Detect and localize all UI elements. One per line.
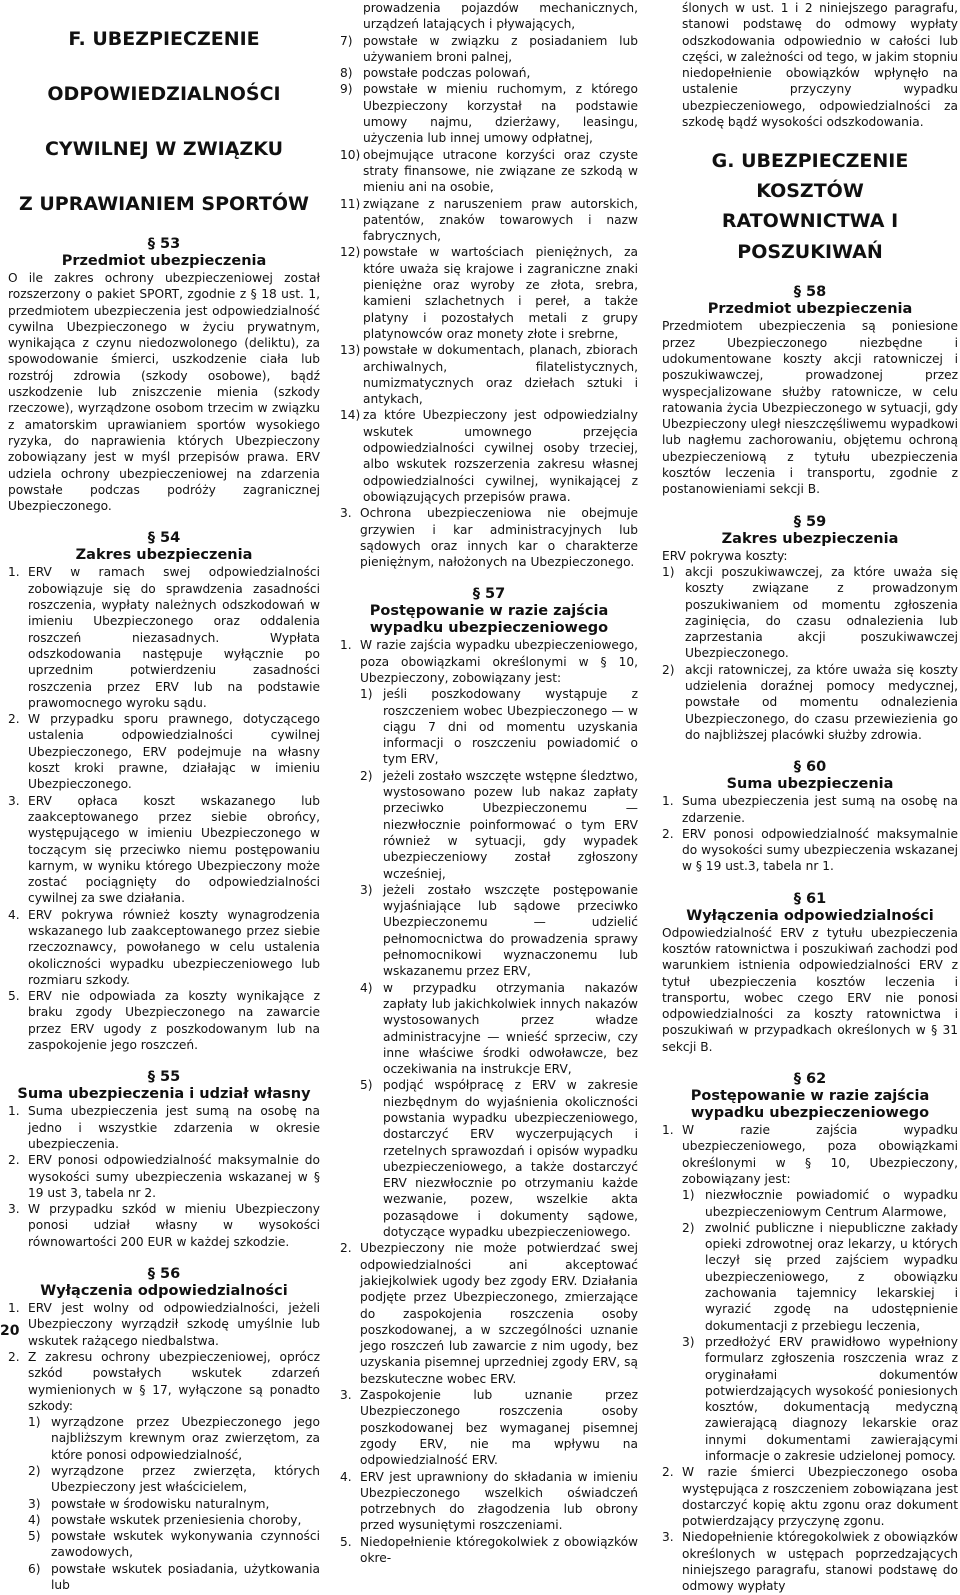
section-f-title-line-4: Z UPRAWIANIEM SPORTÓW <box>18 193 310 215</box>
para-56-title: Wyłączenia odpowiedzialności <box>40 1283 288 1300</box>
section-f-title-line-3: CYWILNEJ W ZWIĄZKU <box>44 138 284 160</box>
sub-item: 3) jeżeli zostało wszczęte postępowanie wyjaśniające lub sądowe przeciwko Ubezpieczonemu — udzielić pełnomocnictwa do prowadzenia sprawy pełnomocnikowi wyznaczonemu lub wskazanemu przez ERV, <box>360 882 638 979</box>
list-item: 1. Suma ubezpieczenia jest sumą na osobę na jedno i wszystkie zdarzenia w okresie ubezpieczenia. <box>8 1104 320 1151</box>
list-item: 2. W razie śmierci Ubezpieczonego osoba występująca z roszczeniem zobowiązana jest dostarczyć kopię aktu zgonu oraz dokument potwierdzający przyczynę zgonu. <box>662 1465 958 1529</box>
sub-item: 1) wyrządzone przez Ubezpieczonego jego najbliższym krewnym oraz zwierzętom, za które ponosi odpowiedzialność, <box>28 1415 320 1462</box>
list-item: 2. Z zakresu ochrony ubezpieczeniowej, oprócz szkód powstałych wskutek zdarzeń wymienionych w § 17, wyłączone są ponadto szkody: <box>8 1349 320 1413</box>
list-item: 4. ERV pokrywa również koszty wynagrodzenia wskazanego lub zaakceptowanego przez siebie rzeczoznawcy, powołanego w celu ustalenia okoliczności wypadku ubezpieczeniowego lub rozmiaru szkody. <box>8 907 320 987</box>
sub-item: 1) akcji poszukiwawczej, za które uważa się koszty związane z prowadzonym poszukiwaniem od momentu zgłoszenia zaginięcia, do czasu odnalezienia lub zaprzestania akcji poszukiwawczej Ubezpieczonego. <box>662 564 958 661</box>
sub-item: 8) powstałe podczas polowań, <box>340 66 531 81</box>
para-61-text: Odpowiedzialność ERV z tytułu ubezpieczenia kosztów ratownictwa i poszukiwań zachodzi pod warunkiem istnienia odpowiedzialności ERV z tytuł ubezpieczenia kosztów leczenia i transportu, wobec czego ERV nie ponosi odpowiedzialności za koszty ratownictwa i poszukiwań w przypadkach określonych w § 31 sekcji B. <box>662 925 958 1054</box>
list-item: 1. Suma ubezpieczenia jest sumą na osobę na zdarzenie. <box>662 794 958 825</box>
list-item: 1. W razie zajścia wypadku ubezpieczeniowego, poza obowiązkami określonymi w § 10, Ubezpieczony, zobowiązany jest: <box>662 1123 958 1186</box>
sub-item: 9) powstałe w mieniu ruchomym, z którego Ubezpieczony korzystał na podstawie umowy najmu, dzierżawy, leasingu, użyczenia lub innej umowy odpłatnej, <box>340 82 638 146</box>
list-item: 3. W przypadku szkód w mieniu Ubezpieczony ponosi udział własny w wysokości równowartości 200 EUR w każdej szkodzie. <box>8 1202 320 1249</box>
para-60-number: § 60 <box>793 759 827 776</box>
list-item: 1. ERV jest wolny od odpowiedzialności, jeżeli Ubezpieczony wyrządził szkodę umyślnie lub wskutek rażącego niedbalstwa. <box>8 1301 320 1348</box>
para-55-title: Suma ubezpieczenia i udział własny <box>17 1086 311 1103</box>
para-53-text: O ile zakres ochrony ubezpieczeniowej został rozszerzony o pakiet SPORT, zgodnie z § 18 ust. 1, przedmiotem ubezpieczenia jest odpowiedzialność cywilna Ubezpieczonego w życiu prywatnym, wynikająca z czynu niedozwolonego (deliktu), za spowodowanie śmierci, uszkodzenie ciała lub rozstrój zdrowia (szkody osobowe), bądź uszkodzenie lub zniszczenie mienia (szkody rzeczowe), wyrządzone osobom trzecim w związku z amatorskim uprawianiem sportów wysokiego ryzyka, do naprawienia których Ubezpieczony zobowiązany jest w myśl przepisów prawa. ERV udziela ochrony ubezpieczeniowej na zdarzenia powstałe podczas podróży zagranicznej Ubezpieczonego. <box>8 271 320 514</box>
para-59-number: § 59 <box>793 513 827 530</box>
para-61-title: Wyłączenia odpowiedzialności <box>686 907 934 924</box>
sub-item: 7) powstałe w związku z posiadaniem lub używaniem broni palnej, <box>340 33 638 64</box>
section-f-title-line-1: F. UBEZPIECZENIE <box>68 28 260 50</box>
list-item: 5. ERV nie odpowiada za koszty wynikające z braku zgody Ubezpieczonego na zawarcie przez ERV ugody z poszkodowanym lub na zaspokojenie jego roszczeń. <box>8 989 320 1053</box>
sub-item: 1) jeśli poszkodowany wystąpuje z roszczeniem wobec Ubezpieczonego — w ciągu 7 dni od momentu uzyskania informacji o roszczeniu powiadomić o tym ERV, <box>360 687 638 767</box>
para-54-title: Zakres ubezpieczenia <box>75 547 253 564</box>
section-g-title-line-1: G. UBEZPIECZENIE KOSZTÓW <box>711 150 909 203</box>
list-item: 2. Ubezpieczony nie może potwierdzać swej odpowiedzialności ani akceptować jakiejkolwiek ugody bez zgody ERV. Działania podjęte przez Ubezpieczonego, zmierzające do zaspokojenia roszczenia osoby poszkodowanej, a w szczególności uznanie jego roszczeń lub zawarcie z nim ugody, bez uzyskania pisemnej uprzedniej zgody ERV, są bezskuteczne wobec ERV. <box>340 1241 638 1386</box>
sub-item: 4) powstałe wskutek przeniesienia choroby, <box>28 1512 302 1527</box>
sub-item: 1) niezwłocznie powiadomić o wypadku ubezpieczeniowym Centrum Alarmowe, <box>682 1188 958 1219</box>
sub-item: 3) przedłożyć ERV prawidłowo wypełniony formularz zgłoszenia roszczenia wraz z oryginałami dokumentów potwierdzających wysokość poniesionych kosztów, dokumentacją medyczną zawierającą diagnozy lekarskie oraz innymi dokumentami zawierającymi informacje o zakresie udzielonej pomocy. <box>682 1334 958 1463</box>
continued-text: prowadzenia pojazdów mechanicznych, urządzeń latających i pływających, <box>363 1 638 32</box>
para-55-number: § 55 <box>147 1069 181 1086</box>
list-item: 3. Ochrona ubezpieczeniowa nie obejmuje grzywien i kar administracyjnych lub sądowych oraz innych kar o charakterze pieniężnym, nałożonych na Ubezpieczonego. <box>340 506 638 570</box>
list-item: 1. W razie zajścia wypadku ubezpieczeniowego, poza obowiązkami określonymi w § 10, Ubezpieczony, zobowiązany jest: <box>340 638 638 685</box>
sub-item: 2) jeżeli zostało wszczęte wstępne śledztwo, wystosowano pozew lub nakaz zapłaty przeciwko Ubezpieczonemu — niezwłocznie poinformować o tym ERV również w sytuacji, gdy wypadek ubezpieczeniowy został zgłoszony wcześniej, <box>360 768 639 881</box>
para-61-number: § 61 <box>793 890 827 907</box>
list-item: 4. ERV jest uprawniony do składania w imieniu Ubezpieczonego wszelkich oświadczeń potrzebnych do złagodzenia lub obrony przed wysuniętymi roszczeniami. <box>340 1469 638 1533</box>
list-item: 2. ERV ponosi odpowiedzialność maksymalnie do wysokości sumy ubezpieczenia wskazanej w § 19 ust 3, tabela nr 2. <box>8 1153 320 1200</box>
para-59-title: Zakres ubezpieczenia <box>721 530 899 547</box>
continued-text: ślonych w ust. 1 i 2 niniejszego paragrafu, stanowi podstawę do odmowy wypłaty odszkodowania odpowiednio w całości lub części, w zależności od tego, w jakim stopniu niedopełnienie obowiązków wpłynęło na ustalenie przyczyny wypadku ubezpieczeniowego, odpowiedzialności za szkodę bądź wysokości odszkodowania. <box>682 1 958 130</box>
para-57-number: § 57 <box>472 586 506 603</box>
para-58-number: § 58 <box>793 284 827 301</box>
column-middle <box>340 0 638 1566</box>
sub-item: 12) powstałe w wartościach pieniężnych, za które uważa się krajowe i zagraniczne znaki pieniężne oraz wyroby ze złota, srebra, kamieni szlachetnych i pereł, a także platyny i pozostałych metali z grupy platynowców oraz monety złote i srebrne, <box>340 245 638 341</box>
section-f-title-line-2: ODPOWIEDZIALNOŚCI <box>47 83 281 105</box>
sub-item: 11) związane z naruszeniem praw autorskich, patentów, znaków towarowych i nazw fabrycznych, <box>340 196 638 244</box>
para-53-title: Przedmiot ubezpieczenia <box>61 253 267 269</box>
list-item: 5. Niedopełnienie któregokolwiek z obowiązków okre- <box>340 1534 638 1566</box>
sub-item: 14) za które Ubezpieczony jest odpowiedzialny wskutek umownego przejęcia odpowiedzialności cywilnej osoby trzeciej, albo wskutek rozszerzenia zakresu własnej odpowiedzialności cywilnej, wynikającej z obowiązujących przepisów prawa. <box>340 408 638 504</box>
page-number: 20 <box>0 1323 20 1339</box>
column-right <box>662 0 958 1595</box>
sub-item: 2) wyrządzone przez zwierzęta, których Ubezpieczony jest właścicielem, <box>28 1464 320 1495</box>
para-62-title: Postępowanie w razie zajścia wypadku ubezpieczeniowego <box>690 1088 930 1122</box>
sub-item: 3) powstałe w środowisku naturalnym, <box>28 1496 270 1511</box>
sub-item: 13) powstałe w dokumentach, planach, zbiorach archiwalnych, filatelistycznych, numizmatycznych oraz dziełach sztuki i antykach, <box>340 343 638 407</box>
column-left <box>8 0 320 1593</box>
sub-item: 5) powstałe wskutek wykonywania czynności zawodowych, <box>28 1529 320 1560</box>
sub-item: 10) obejmujące utracone korzyści oraz czyste straty finansowe, nie związane ze szkodą w mieniu ani na osobie, <box>340 147 638 195</box>
para-58-text: Przedmiotem ubezpieczenia są poniesione przez Ubezpieczonego niezbędne i udokumentowane koszty akcji ratowniczej i poszukiwawczej, prowadzonej przez wyspecjalizowane służby ratownicze, w celu ratowania życia Ubezpieczonego w sytuacji, gdy Ubezpieczony uległ nieszczęśliwemu wypadkowi lub nagłemu zachorowaniu, objętemu ochroną ubezpieczeniową z tytułu ubezpieczenia kosztów leczenia i transportu, zgodnie z postanowieniami sekcji B. <box>662 319 958 497</box>
para-54-number: § 54 <box>147 530 181 547</box>
para-59-intro: ERV pokrywa koszty: <box>662 548 788 563</box>
sub-item: 2) akcji ratowniczej, za które uważa się koszty udzielenia doraźnej pomocy medycznej, powstałe od momentu odnalezienia Ubezpieczonego, do czasu przewiezienia go do najbliższej placówki służby zdrowia. <box>662 662 958 742</box>
sub-item: 6) powstałe wskutek posiadania, użytkowania lub <box>28 1561 320 1593</box>
list-item: 2. W przypadku sporu prawnego, dotyczącego ustalenia odpowiedzialności cywilnej Ubezpieczonego, ERV podejmuje na własny koszt kroki prawne, działając w imieniu Ubezpieczonego. <box>8 712 320 792</box>
para-62-number: § 62 <box>793 1071 827 1088</box>
para-53-number: § 53 <box>147 236 181 252</box>
list-item: 3. Zaspokojenie lub uznanie przez Ubezpieczonego roszczenia osoby poszkodowanej bez wymaganej pisemnej zgody ERV, nie ma wpływu na odpowiedzialność ERV. <box>340 1388 638 1468</box>
para-60-title: Suma ubezpieczenia <box>726 776 894 793</box>
para-58-title: Przedmiot ubezpieczenia <box>707 301 913 318</box>
list-item: 1. ERV w ramach swej odpowiedzialności zobowiązuje się do sprawdzenia zasadności roszczenia, wypłaty należnych odszkodowań w imieniu Ubezpieczonego oraz oddalenia roszczeń niezasadnych. Wypłata odszkodowania następuje wyłącznie po uprzednim potwierdzeniu zasadności roszczenia przez ERV lub na podstawie prawomocnego wyroku sądu. <box>8 565 320 710</box>
sub-item: 2) zwolnić publiczne i niepubliczne zakłady opieki zdrowotnej oraz lekarzy, u których leczył się przed zajściem wypadku ubezpieczeniowego, z obowiązku zachowania tajemnicy lekarskiej i wyrazić zgodę na udostępnienie dokumentacji z przebiegu leczenia, <box>682 1220 958 1333</box>
para-57-title: Postępowanie w razie zajścia wypadku ubezpieczeniowego <box>369 603 609 637</box>
list-item: 3. Niedopełnienie któregokolwiek z obowiązków określonych w ustępach poprzedzających niniejszego paragrafu, stanowi podstawę do odmowy wypłaty <box>662 1530 958 1594</box>
list-item: 3. ERV opłaca koszt wskazanego lub zaakceptowanego przez siebie obrońcy, występującego w imieniu Ubezpieczonego w toczącym się przeciwko niemu postępowaniu karnym, w wyniku którego Ubezpieczony może zostać pociągnięty do odpowiedzialności cywilnej za swe działania. <box>8 793 320 906</box>
para-56-number: § 56 <box>147 1266 181 1283</box>
section-g-title-line-2: RATOWNICTWA I POSZUKIWAŃ <box>721 210 899 264</box>
sub-item: 5) podjąć współpracę z ERV w zakresie niezbędnym do wyjaśnienia okoliczności powstania wypadku ubezpieczeniowego, dostarczyć ERV wyczerpujących i rzetelnych sprawozdań i opisów wypadku ubezpieczeniowego, a także dostarczyć ERV niezwłocznie po otrzymaniu każde wezwanie, pozew, wszelkie akta pozasądowe i dokumenty sądowe, dotyczące wypadku ubezpieczeniowego. <box>360 1078 638 1240</box>
list-item: 2. ERV ponosi odpowiedzialność maksymalnie do wysokości sumy ubezpieczenia wskazanej w § 19 ust.3, tabela nr 1. <box>662 826 958 874</box>
sub-item: 4) w przypadku otrzymania nakazów zapłaty lub jakichkolwiek innych nakazów wystosowanych przez władze administracyjne — wnieść sprzeciw, czy inne właściwe środki odwoławcze, bez oczekiwania na instrukcje ERV, <box>360 980 638 1077</box>
